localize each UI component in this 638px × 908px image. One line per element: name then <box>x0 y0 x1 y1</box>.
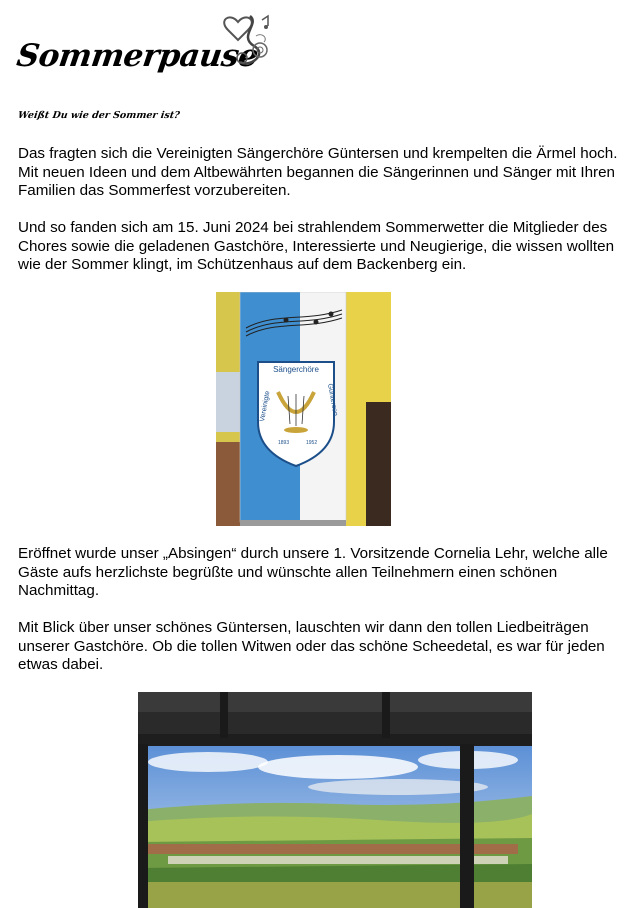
banner-year-right: 1952 <box>306 440 318 446</box>
page-title: Sommerpause <box>14 38 261 74</box>
banner-right-text: Güntersen <box>326 383 339 417</box>
paragraph-guest-choirs: Mit Blick über unser schönes Güntersen, lauschten wir dann den tollen Liedbeiträgen unserer Gastchöre. Ob die tollen Witwen oder das schöne Scheedetal, es war für jeden etwas dabei. <box>18 619 605 674</box>
paragraph-event: Und so fanden sich am 15. Juni 2024 bei strahlendem Sommerwetter die Mitglieder des Chores sowie die geladenen Gastchöre, Interessierte und Neugierige, die wissen wollten wie der Sommer klingt, im Schützenhaus auf dem Backenberg ein. <box>18 219 615 274</box>
banner-left-text: Vereinigte <box>259 390 272 423</box>
banner-top-text: Sängerchöre <box>273 365 319 374</box>
banner-year-left: 1893 <box>278 440 290 446</box>
page-subtitle: Weißt Du wie der Sommer ist? <box>17 110 181 121</box>
paragraph-opening: Eröffnet wurde unser „Absingen“ durch unsere 1. Vorsitzende Cornelia Lehr, welche alle Gäste aufs herzlichste begrüßte und wünschte allen Teilnehmern einen schönen Nachmittag. <box>18 545 608 600</box>
landscape-view-photo <box>138 692 532 908</box>
heart-music-note-icon <box>220 10 276 70</box>
choir-banner-photo <box>216 292 391 526</box>
paragraph-intro: Das fragten sich die Vereinigten Sängerchöre Güntersen und krempelten die Ärmel hoch. Mit neuen Ideen und dem Altbewährten begannen die Sängerinnen und Sänger mit Ihren Familien das Sommerfest vorzubereiten. <box>18 145 618 200</box>
